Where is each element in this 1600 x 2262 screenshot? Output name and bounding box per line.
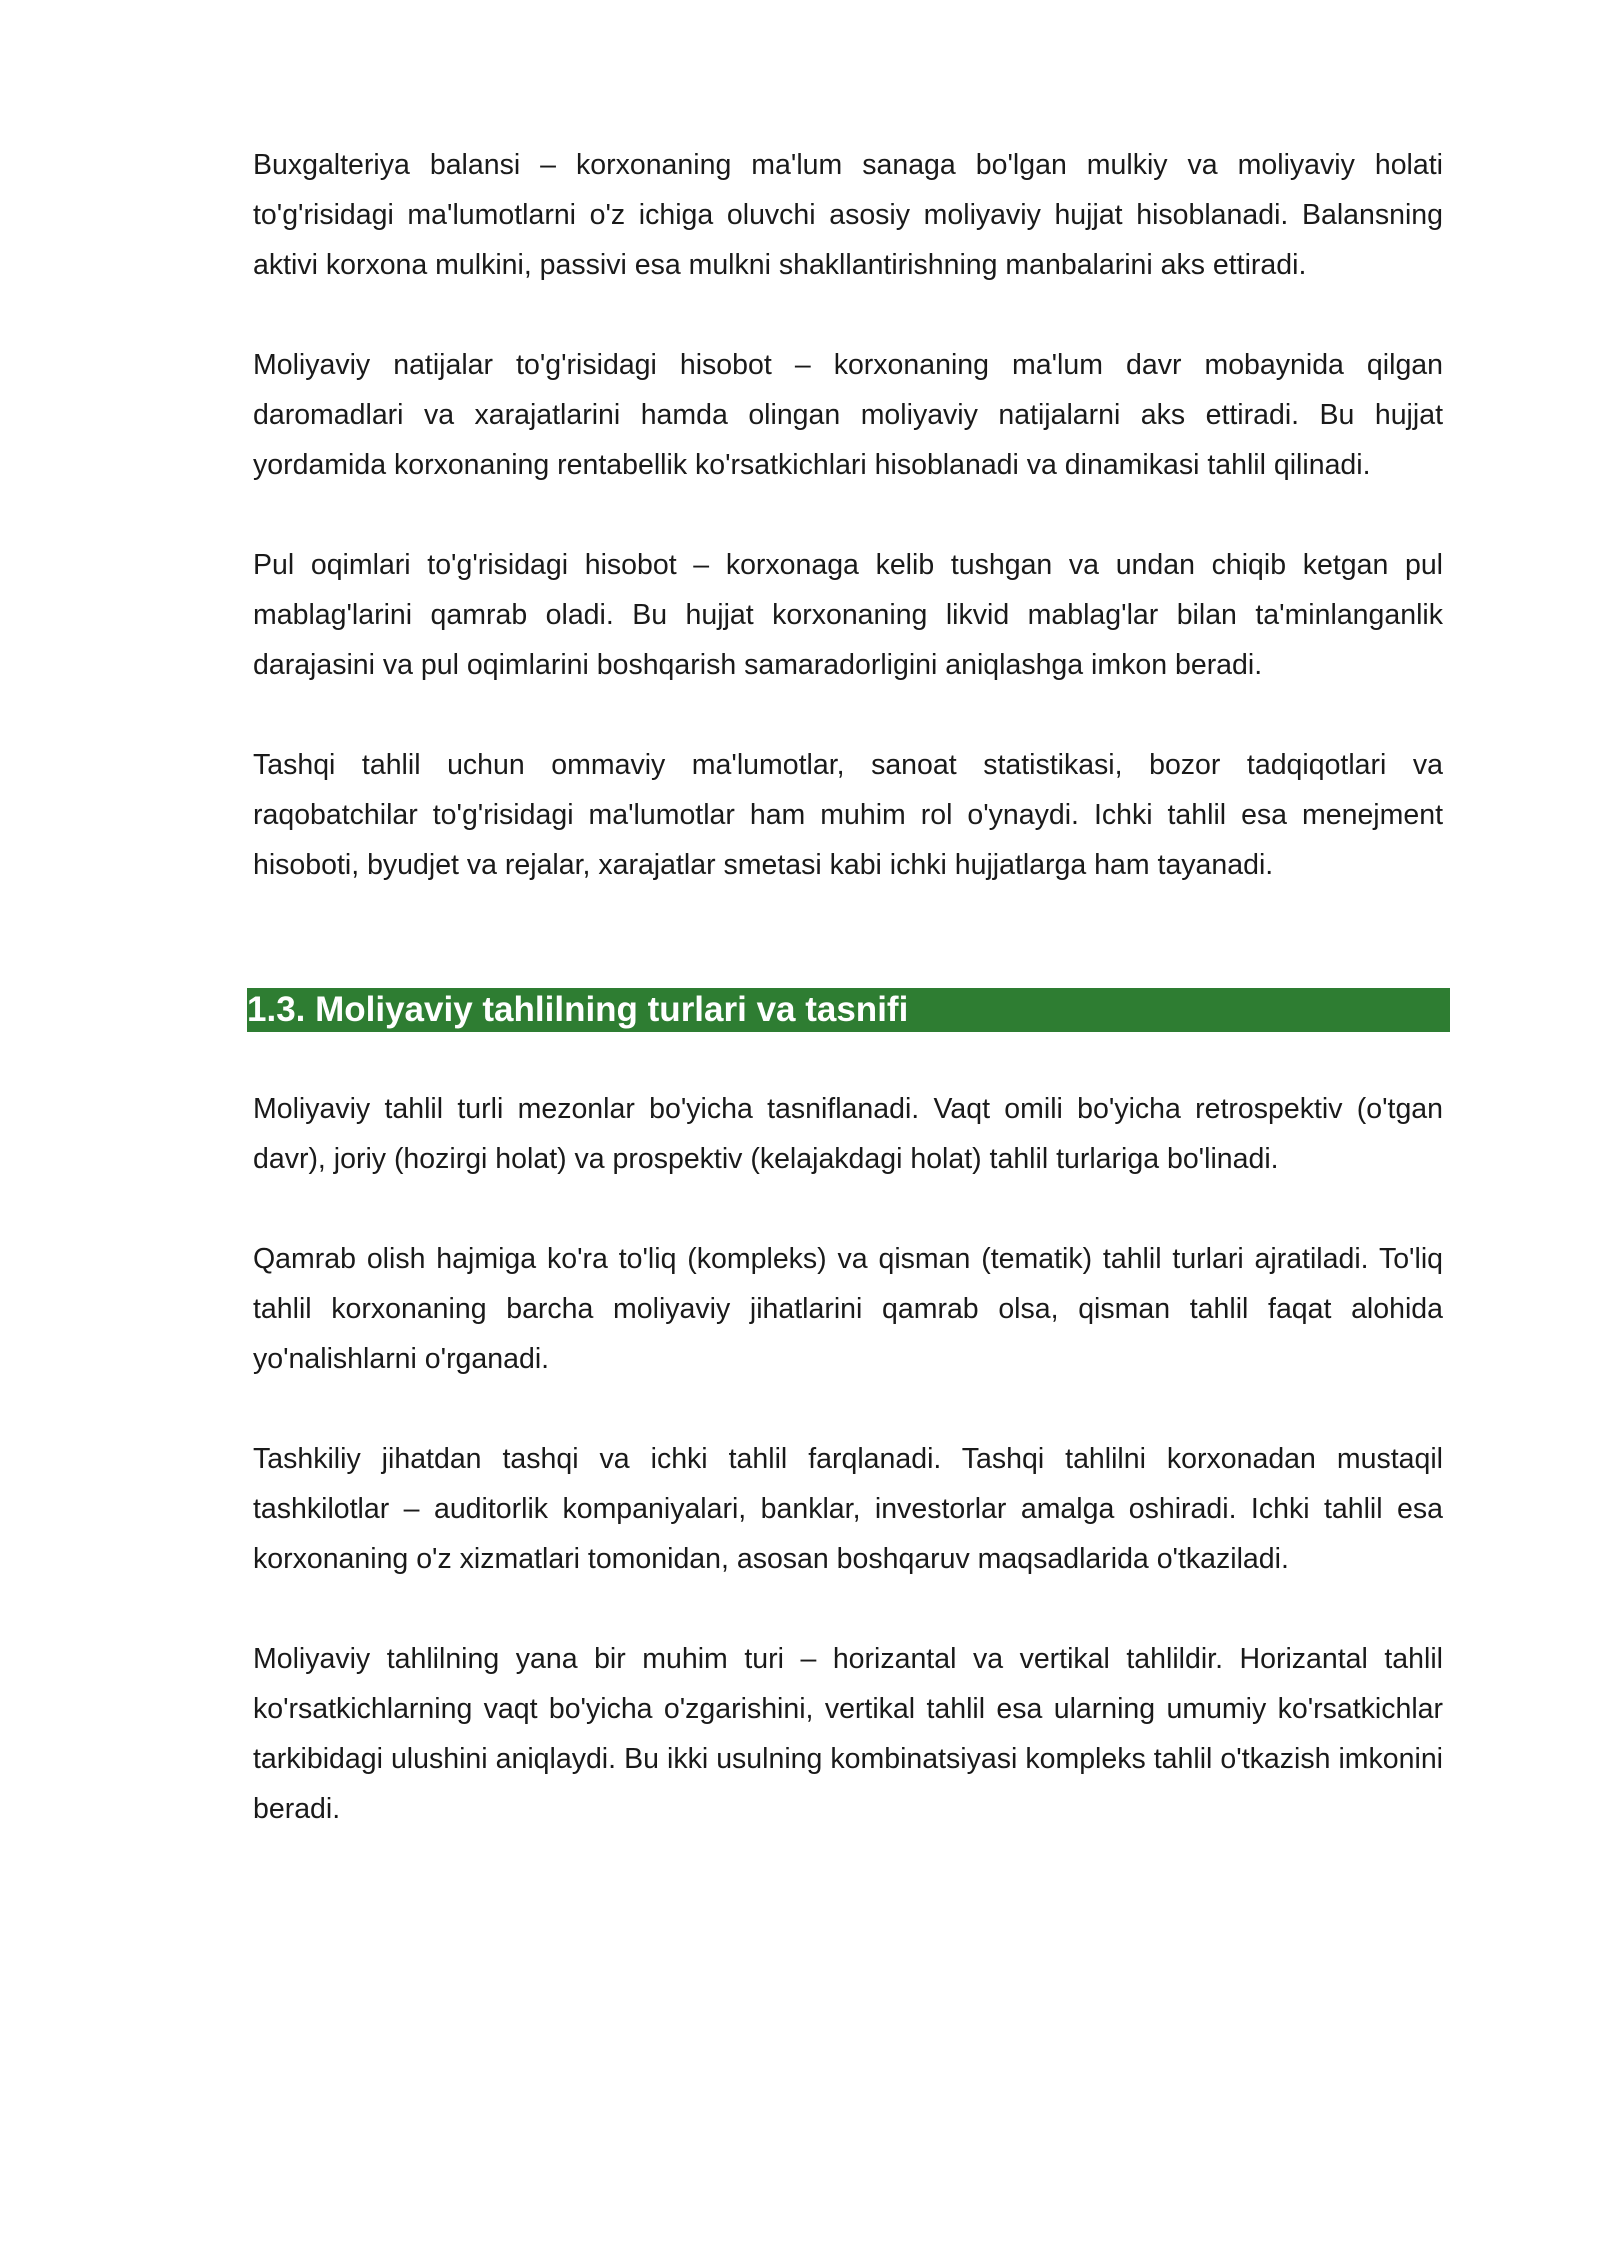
paragraph-income-statement: Moliyaviy natijalar to'g'risidagi hisobot – korxonaning ma'lum davr mobaynida qilgan daromadlari va xarajatlarini hamda olingan moliyaviy natijalarni aks ettiradi. Bu hujjat yordamida korxonaning rentabellik ko'rsatkichlari hisoblanadi va dinamikasi tahlil qilinadi.: [253, 349, 1443, 481]
paragraph-organizational: Tashkiliy jihatdan tashqi va ichki tahlil farqlanadi. Tashqi tahlilni korxonadan mustaqil tashkilotlar – auditorlik kompaniyalari, banklar, investorlar amalga oshiradi. Ichki tahlil esa korxonaning o'z xizmatlari tomonidan, asosan boshqaruv maqsadlarida o'tkaziladi.: [253, 1443, 1443, 1575]
paragraph-gap: [253, 1584, 1443, 1634]
paragraph-gap: [253, 290, 1443, 340]
paragraph-gap: [253, 490, 1443, 540]
paragraph-horizontal-vertical: Moliyaviy tahlilning yana bir muhim turi – horizantal va vertikal tahlildir. Horizantal tahlil ko'rsatkichlarning vaqt bo'yicha o'zgarishini, vertikal tahlil esa ularning umumiy ko'rsatkichlar tarkibidagi ulushini aniqlaydi. Bu ikki usulning kombinatsiyasi kompleks tahlil o'tkazish imkonini beradi.: [253, 1643, 1443, 1825]
page-content: [247, 140, 1443, 1834]
paragraph-classification: Moliyaviy tahlil turli mezonlar bo'yicha tasniflanadi. Vaqt omili bo'yicha retrospektiv (o'tgan davr), joriy (hozirgi holat) va prospektiv (kelajakdagi holat) tahlil turlariga bo'linadi.: [253, 1093, 1443, 1175]
paragraph-gap: [253, 1184, 1443, 1234]
paragraph-cash-flow: Pul oqimlari to'g'risidagi hisobot – korxonaga kelib tushgan va undan chiqib ketgan pul mablag'larini qamrab oladi. Bu hujjat korxonaning likvid mablag'lar bilan ta'minlanganlik darajasini va pul oqimlarini boshqarish samaradorligini aniqlashga imkon beradi.: [253, 549, 1443, 681]
paragraph-gap: [253, 690, 1443, 740]
paragraph-gap: [253, 1384, 1443, 1434]
paragraph-balance-sheet: Buxgalteriya balansi – korxonaning ma'lum sanaga bo'lgan mulkiy va moliyaviy holati to'g'risidagi ma'lumotlarni o'z ichiga oluvchi asosiy moliyaviy hujjat hisoblanadi. Balansning aktivi korxona mulkini, passivi esa mulkni shakllantirishning manbalarini aks ettiradi.: [253, 149, 1443, 281]
paragraph-external-analysis: Tashqi tahlil uchun ommaviy ma'lumotlar, sanoat statistikasi, bozor tadqiqotlari va raqobatchilar to'g'risidagi ma'lumotlar ham muhim rol o'ynaydi. Ichki tahlil esa menejment hisoboti, byudjet va rejalar, xarajatlar smetasi kabi ichki hujjatlarga ham tayanadi.: [253, 749, 1443, 881]
section-heading: 1.3. Moliyaviy tahlilning turlari va tasnifi: [247, 988, 1450, 1032]
section-spacing: [253, 890, 1443, 988]
paragraph-scope: Qamrab olish hajmiga ko'ra to'liq (kompleks) va qisman (tematik) tahlil turlari ajratiladi. To'liq tahlil korxonaning barcha moliyaviy jihatlarini qamrab olsa, qisman tahlil faqat alohida yo'nalishlarni o'rganadi.: [253, 1243, 1443, 1375]
section-spacing: [253, 1032, 1443, 1084]
